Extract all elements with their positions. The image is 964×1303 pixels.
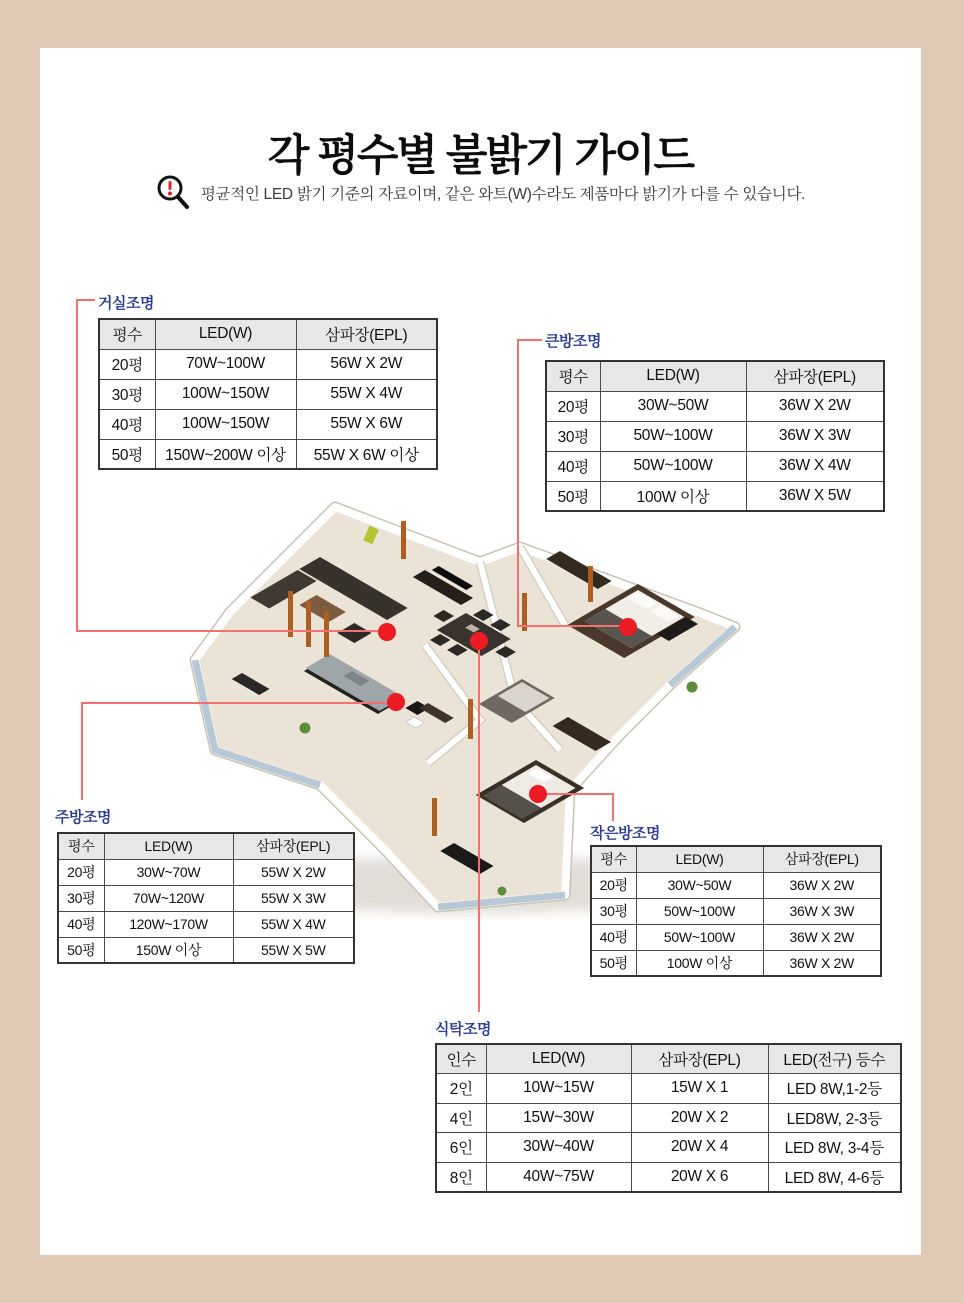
table-row <box>58 937 354 963</box>
table-cell: 20평 <box>99 349 155 379</box>
table-cell: 36W X 4W <box>746 451 884 481</box>
table-cell: 150W 이상 <box>104 937 233 963</box>
table-cell: LED 8W, 4-6등 <box>768 1162 901 1192</box>
table-cell: 30평 <box>591 898 636 924</box>
small-room-table-header <box>591 846 881 872</box>
table-row <box>436 1162 901 1192</box>
table-cell: 55W X 4W <box>233 911 354 937</box>
table-row <box>99 439 437 469</box>
column-header: 평수 <box>546 361 600 391</box>
table-cell: 55W X 2W <box>233 859 354 885</box>
notice-text: 평균적인 LED 밝기 기준의 자료이며, 같은 와트(W)수라도 제품마다 밝기가 다를 수 있습니다. <box>200 186 806 203</box>
table-cell: 30평 <box>99 379 155 409</box>
table-row <box>436 1103 901 1133</box>
table-cell: LED 8W, 3-4등 <box>768 1133 901 1163</box>
table-cell: 100W 이상 <box>600 481 746 511</box>
table-cell: 36W X 2W <box>763 950 881 976</box>
table-cell: 20W X 2 <box>631 1103 768 1133</box>
table-cell: 150W~200W 이상 <box>155 439 296 469</box>
table-cell: 20W X 6 <box>631 1162 768 1192</box>
table-cell: 100W 이상 <box>636 950 763 976</box>
column-header: 평수 <box>591 846 636 872</box>
small-room-table <box>590 845 882 977</box>
table-cell: 20W X 4 <box>631 1133 768 1163</box>
table-cell: 50평 <box>99 439 155 469</box>
table-label-small: 작은방조명 <box>590 825 660 842</box>
table-cell: 8인 <box>436 1162 486 1192</box>
table-cell: 30W~50W <box>636 872 763 898</box>
column-header: LED(W) <box>486 1044 631 1074</box>
table-cell: 40평 <box>58 911 104 937</box>
column-header: LED(전구) 등수 <box>768 1044 901 1074</box>
table-row <box>58 859 354 885</box>
table-cell: 10W~15W <box>486 1074 631 1104</box>
table-row <box>436 1074 901 1104</box>
table-cell: 55W X 5W <box>233 937 354 963</box>
table-cell: 50평 <box>546 481 600 511</box>
table-cell: 50W~100W <box>636 898 763 924</box>
column-header: LED(W) <box>104 833 233 859</box>
table-row <box>591 872 881 898</box>
table-cell: 50W~100W <box>600 451 746 481</box>
dining-table-chart <box>435 1043 902 1193</box>
column-header: LED(W) <box>600 361 746 391</box>
table-cell: 30평 <box>546 421 600 451</box>
kitchen-table-header <box>58 833 354 859</box>
table-cell: 30W~70W <box>104 859 233 885</box>
table-cell: 70W~100W <box>155 349 296 379</box>
table-cell: 40평 <box>546 451 600 481</box>
table-cell: 4인 <box>436 1103 486 1133</box>
magnifier-alert-icon <box>156 174 192 212</box>
table-row <box>99 349 437 379</box>
column-header: LED(W) <box>155 319 296 349</box>
column-header: 인수 <box>436 1044 486 1074</box>
living-table <box>98 318 438 470</box>
table-cell: 36W X 5W <box>746 481 884 511</box>
kitchen-table <box>57 832 355 964</box>
table-cell: 36W X 2W <box>746 391 884 421</box>
table-cell: 40평 <box>591 924 636 950</box>
table-cell: 36W X 2W <box>763 872 881 898</box>
table-label-master: 큰방조명 <box>545 333 601 350</box>
dining-table-header <box>436 1044 901 1074</box>
table-cell: 15W X 1 <box>631 1074 768 1104</box>
table-cell: 20평 <box>546 391 600 421</box>
table-cell: 2인 <box>436 1074 486 1104</box>
table-cell: 20평 <box>58 859 104 885</box>
table-cell: 50W~100W <box>600 421 746 451</box>
table-label-kitchen: 주방조명 <box>55 809 111 826</box>
table-cell: 100W~150W <box>155 379 296 409</box>
page-title: 각 평수별 불밝기 가이드 <box>267 131 694 180</box>
table-cell: 30평 <box>58 885 104 911</box>
table-cell: 120W~170W <box>104 911 233 937</box>
table-cell: 55W X 6W <box>296 409 437 439</box>
table-row <box>591 898 881 924</box>
column-header: LED(W) <box>636 846 763 872</box>
table-cell: 6인 <box>436 1133 486 1163</box>
table-cell: 70W~120W <box>104 885 233 911</box>
table-row <box>591 950 881 976</box>
table-row <box>436 1133 901 1163</box>
table-row <box>591 924 881 950</box>
table-row <box>58 911 354 937</box>
column-header: 삼파장(EPL) <box>233 833 354 859</box>
column-header: 삼파장(EPL) <box>631 1044 768 1074</box>
column-header: 삼파장(EPL) <box>763 846 881 872</box>
table-cell: 30W~50W <box>600 391 746 421</box>
table-cell: 36W X 3W <box>763 898 881 924</box>
table-label-living: 거실조명 <box>98 295 154 312</box>
table-row <box>546 451 884 481</box>
table-cell: 50평 <box>591 950 636 976</box>
table-cell: 55W X 4W <box>296 379 437 409</box>
table-row <box>99 409 437 439</box>
table-cell: 36W X 3W <box>746 421 884 451</box>
master-table <box>545 360 885 512</box>
table-cell: LED 8W,1-2등 <box>768 1074 901 1104</box>
table-row <box>546 481 884 511</box>
table-row <box>99 379 437 409</box>
column-header: 평수 <box>58 833 104 859</box>
master-table-header <box>546 361 884 391</box>
table-row <box>546 421 884 451</box>
table-cell: 50W~100W <box>636 924 763 950</box>
table-cell: 56W X 2W <box>296 349 437 379</box>
column-header: 삼파장(EPL) <box>746 361 884 391</box>
column-header: 평수 <box>99 319 155 349</box>
table-label-dining: 식탁조명 <box>435 1021 491 1038</box>
table-row <box>58 885 354 911</box>
table-cell: 40W~75W <box>486 1162 631 1192</box>
table-cell: 15W~30W <box>486 1103 631 1133</box>
table-cell: 50평 <box>58 937 104 963</box>
column-header: 삼파장(EPL) <box>296 319 437 349</box>
table-row <box>546 391 884 421</box>
table-cell: 30W~40W <box>486 1133 631 1163</box>
table-cell: 20평 <box>591 872 636 898</box>
living-table-header <box>99 319 437 349</box>
table-cell: LED8W, 2-3등 <box>768 1103 901 1133</box>
table-cell: 55W X 3W <box>233 885 354 911</box>
table-cell: 55W X 6W 이상 <box>296 439 437 469</box>
table-cell: 40평 <box>99 409 155 439</box>
notice <box>40 174 921 212</box>
table-cell: 100W~150W <box>155 409 296 439</box>
table-cell: 36W X 2W <box>763 924 881 950</box>
